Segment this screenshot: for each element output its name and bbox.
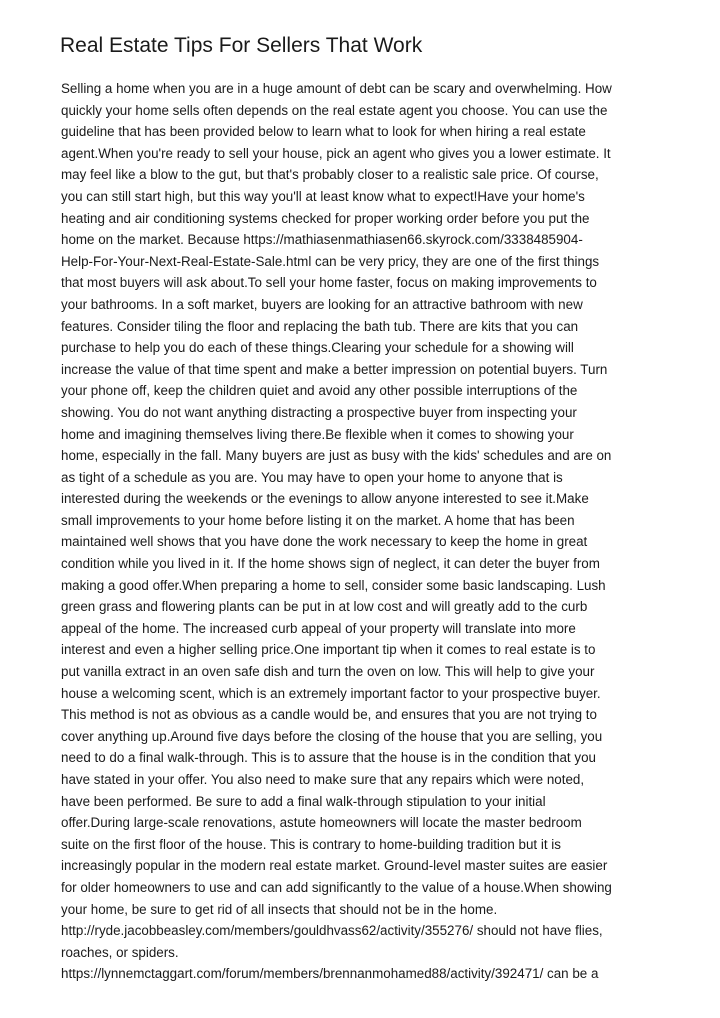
- body-text-line: home and imagining themselves living there.Be flexible when it comes to showing your: [61, 426, 574, 442]
- body-text-line: interested during the weekends or the evenings to allow anyone interested to see it.Make: [61, 491, 589, 507]
- body-text-line: suite on the first floor of the house. This is contrary to home-building tradition but it is: [61, 836, 561, 852]
- body-text-line: may feel like a blow to the gut, but that's probably closer to a realistic sale price. Of course,: [61, 167, 599, 183]
- body-text-line: your home, be sure to get rid of all insects that should not be in the home.: [61, 901, 498, 917]
- body-text-line: green grass and flowering plants can be put in at low cost and will greatly add to the curb: [61, 599, 588, 615]
- body-text-line: your phone off, keep the children quiet and avoid any other possible interruptions of the: [61, 383, 578, 399]
- document-title: Real Estate Tips For Sellers That Work: [60, 34, 423, 57]
- body-text-line: you can still start high, but this way you'll at least know what to expect!Have your home's: [61, 188, 585, 204]
- body-text-line: interest and even a higher selling price.One important tip when it comes to real estate is to: [61, 642, 596, 658]
- body-text-line: maintained well shows that you have done the work necessary to keep the home in great: [61, 534, 588, 550]
- body-text-line: roaches, or spiders.: [61, 944, 179, 960]
- body-text-line: home on the market. Because https://mathiasenmathiasen66.skyrock.com/3338485904-: [61, 232, 583, 248]
- body-text-line: increasingly popular in the modern real estate market. Ground-level master suites are easier: [61, 858, 608, 874]
- body-text-line: http://ryde.jacobbeasley.com/members/gouldhvass62/activity/355276/ should not have flies,: [61, 923, 603, 939]
- body-text-line: cover anything up.Around five days before the closing of the house that you are selling, you: [61, 728, 603, 744]
- body-text-line: purchase to help you do each of these things.Clearing your schedule for a showing will: [61, 340, 574, 356]
- body-text-line: home, especially in the fall. Many buyers are just as busy with the kids' schedules and are on: [61, 448, 612, 464]
- body-text-line: heating and air conditioning systems checked for proper working order before you put the: [61, 210, 590, 226]
- body-text-line: house a welcoming scent, which is an extremely important factor to your prospective buyer.: [61, 685, 601, 701]
- document-body: [61, 78, 681, 985]
- body-text-line: for older homeowners to use and can add significantly to the value of a house.When showing: [61, 879, 612, 895]
- body-text-line: features. Consider tiling the floor and replacing the bath tub. There are kits that you can: [61, 318, 579, 334]
- body-text-line: have been performed. Be sure to add a final walk-through stipulation to your initial: [61, 793, 546, 809]
- body-text-line: appeal of the home. The increased curb appeal of your property will translate into more: [61, 620, 576, 636]
- body-text-line: Help-For-Your-Next-Real-Estate-Sale.html can be very pricy, they are one of the first things: [61, 253, 600, 269]
- body-text-line: that most buyers will ask about.To sell your home faster, focus on making improvements to: [61, 275, 597, 291]
- body-text-line: put vanilla extract in an oven safe dish and turn the oven on low. This will help to give your: [61, 664, 595, 680]
- body-text-line: This method is not as obvious as a candle would be, and ensures that you are not trying to: [61, 707, 597, 723]
- body-text-line: condition while you lived in it. If the home shows sign of neglect, it can deter the buyer from: [61, 556, 600, 572]
- body-text-line: increase the value of that time spent and make a better impression on potential buyers. Turn: [61, 361, 608, 377]
- body-text-line: Selling a home when you are in a huge amount of debt can be scary and overwhelming. How: [61, 81, 612, 96]
- body-text-line: offer.During large-scale renovations, astute homeowners will locate the master bedroom: [61, 815, 582, 831]
- body-text-line: showing. You do not want anything distracting a prospective buyer from inspecting your: [61, 404, 577, 420]
- body-text-line: your bathrooms. In a soft market, buyers are looking for an attractive bathroom with new: [61, 296, 583, 312]
- body-text-line: making a good offer.When preparing a home to sell, consider some basic landscaping. Lush: [61, 577, 606, 593]
- body-text-line: have stated in your offer. You also need to make sure that any repairs which were noted,: [61, 772, 585, 787]
- body-text-line: agent.When you're ready to sell your house, pick an agent who gives you a lower estimate. It: [61, 145, 611, 161]
- body-text-line: need to do a final walk-through. This is to assure that the house is in the condition that you: [61, 750, 596, 766]
- body-text-line: quickly your home sells often depends on the real estate agent you choose. You can use the: [61, 102, 608, 118]
- body-text-line: as tight of a schedule as you are. You may have to open your home to anyone that is: [61, 469, 563, 485]
- body-text-line: guideline that has been provided below to learn what to look for when hiring a real estate: [61, 124, 586, 140]
- body-text-line: small improvements to your home before listing it on the market. A home that has been: [61, 512, 575, 528]
- body-text-line: https://lynnemctaggart.com/forum/members/brennanmohamed88/activity/392471/ can be a: [61, 966, 599, 982]
